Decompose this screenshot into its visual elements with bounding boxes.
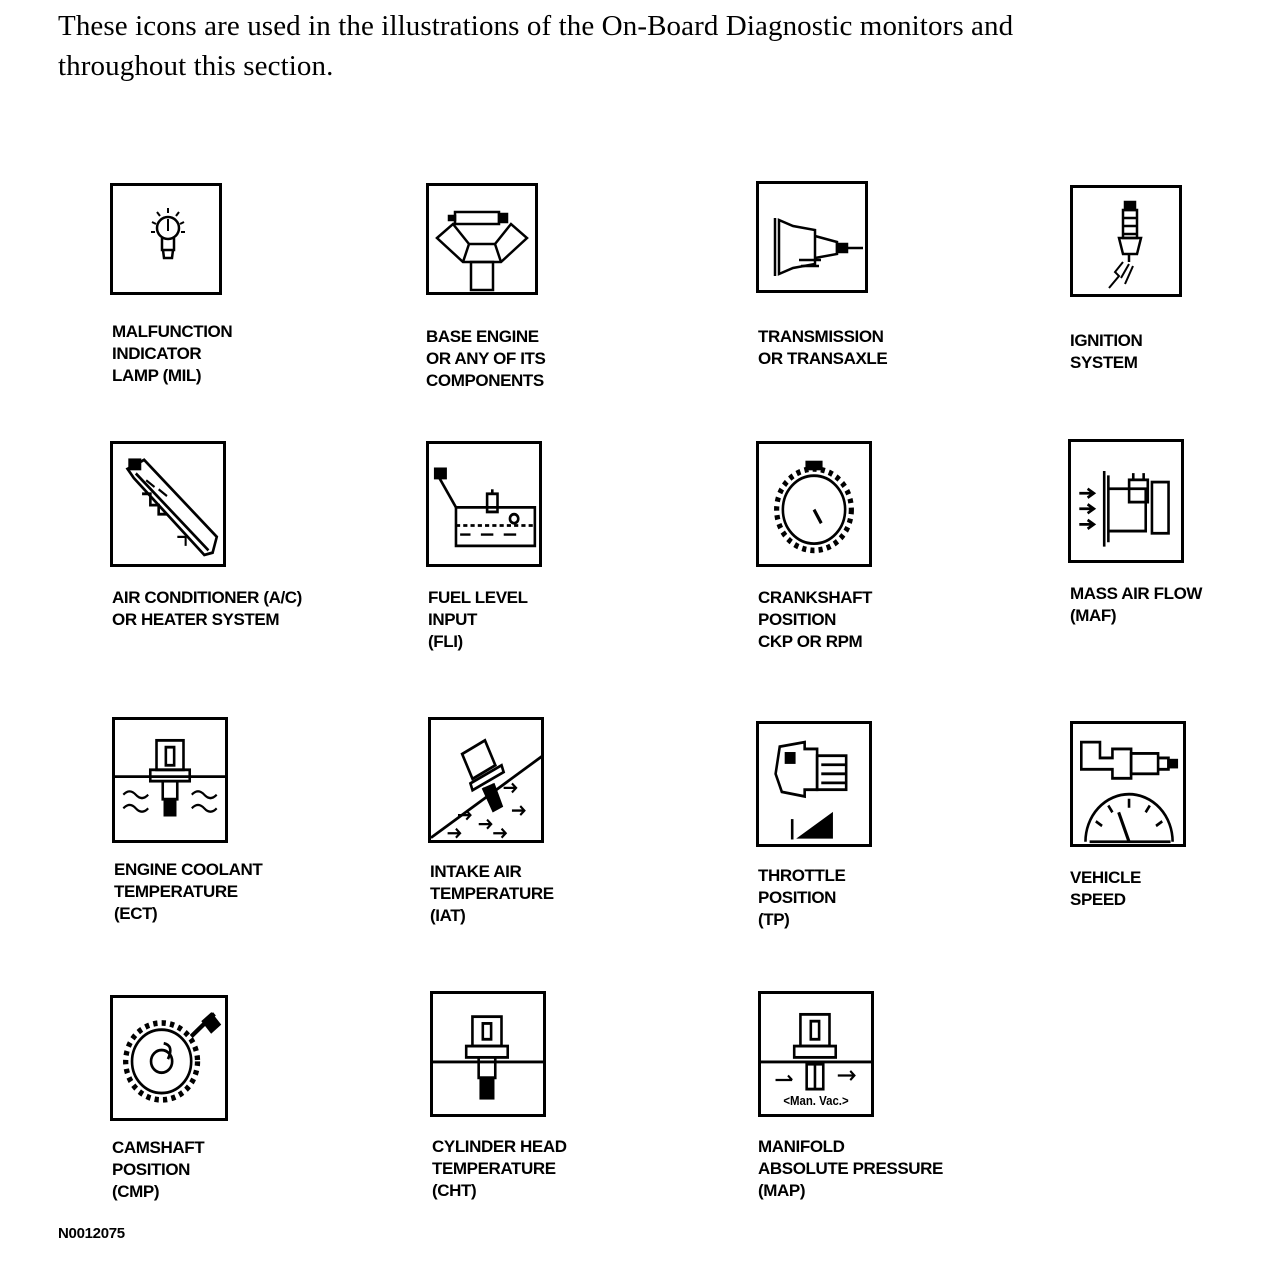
icon-label-line: POSITION [758,888,837,907]
icon-label-vehicle-speed [1070,867,1264,911]
intro-line-1: These icons are used in the illustrations of the On-Board Diagnostic monitors and [58,10,1014,42]
icon-label-map [758,1136,1018,1202]
camshaft-icon [110,995,228,1121]
engine-icon [426,183,538,295]
icon-label-line: CRANKSHAFT [758,588,873,607]
icon-label-line: (FLI) [428,632,463,651]
icon-label-line: SPEED [1070,890,1126,909]
icon-label-line: THROTTLE [758,866,846,885]
icon-label-line: OR ANY OF ITS [426,349,546,368]
ac-heater-icon [110,441,226,567]
icon-label-tp [758,865,1018,931]
intro-text [58,6,1238,86]
icon-label-line: MALFUNCTION [112,322,233,341]
icon-label-line: (MAF) [1070,606,1117,625]
icon-label-transmission [758,326,1018,370]
icon-label-base-engine [426,326,686,392]
icon-label-line: CYLINDER HEAD [432,1137,567,1156]
icon-label-line: SYSTEM [1070,353,1138,372]
icon-label-line: (TP) [758,910,790,929]
icon-label-maf [1070,583,1264,627]
icon-label-line: OR HEATER SYSTEM [112,610,280,629]
cylinder-head-temp-icon [430,991,546,1117]
lamp-icon [110,183,222,295]
icon-label-line: TEMPERATURE [430,884,554,903]
icon-label-ect [114,859,374,925]
icon-label-line: MASS AIR FLOW [1070,584,1203,603]
icon-label-line: (CMP) [112,1182,160,1201]
intake-air-temp-icon [428,717,544,843]
icon-label-fuel-level [428,587,688,653]
figure-code: N0012075 [58,1225,125,1242]
icon-label-line: TEMPERATURE [114,882,238,901]
icon-label-line: CAMSHAFT [112,1138,205,1157]
icon-label-line: LAMP (MIL) [112,366,202,385]
icon-label-line: AIR CONDITIONER (A/C) [112,588,302,607]
mass-air-flow-icon [1068,439,1184,563]
icon-label-ignition [1070,330,1264,374]
icon-label-line: POSITION [112,1160,191,1179]
icon-label-line: COMPONENTS [426,371,544,390]
icon-label-line: IGNITION [1070,331,1143,350]
throttle-position-icon [756,721,872,847]
icon-label-line: FUEL LEVEL [428,588,528,607]
transmission-icon [756,181,868,293]
icon-label-iat [430,861,690,927]
vehicle-speed-icon [1070,721,1186,847]
spark-plug-icon [1070,185,1182,297]
icon-label-cmp [112,1137,372,1203]
icon-label-line: MANIFOLD [758,1137,845,1156]
icon-label-line: INPUT [428,610,478,629]
icon-label-line: TEMPERATURE [432,1159,556,1178]
icon-label-cht [432,1136,692,1202]
crankshaft-icon [756,441,872,567]
icon-label-line: POSITION [758,610,837,629]
icon-label-line: (IAT) [430,906,466,925]
icon-label-crankshaft [758,587,1018,653]
coolant-temp-icon [112,717,228,843]
icon-label-line: ABSOLUTE PRESSURE [758,1159,943,1178]
icon-label-line: BASE ENGINE [426,327,539,346]
icon-label-line: INTAKE AIR [430,862,522,881]
icon-label-line: INDICATOR [112,344,202,363]
manifold-pressure-icon [758,991,874,1117]
icon-label-line: CKP OR RPM [758,632,863,651]
intro-line-2: throughout this section. [58,50,334,82]
icon-label-ac-heater [112,587,372,631]
icon-label-line: (ECT) [114,904,158,923]
manifold-vacuum-text: <Man. Vac.> [783,1093,849,1109]
icon-label-line: (MAP) [758,1181,806,1200]
icon-label-mil [112,321,372,387]
icon-label-line: (CHT) [432,1181,477,1200]
fuel-level-icon [426,441,542,567]
icon-label-line: ENGINE COOLANT [114,860,263,879]
icon-label-line: VEHICLE [1070,868,1141,887]
icon-label-line: OR TRANSAXLE [758,349,888,368]
icon-label-line: TRANSMISSION [758,327,884,346]
